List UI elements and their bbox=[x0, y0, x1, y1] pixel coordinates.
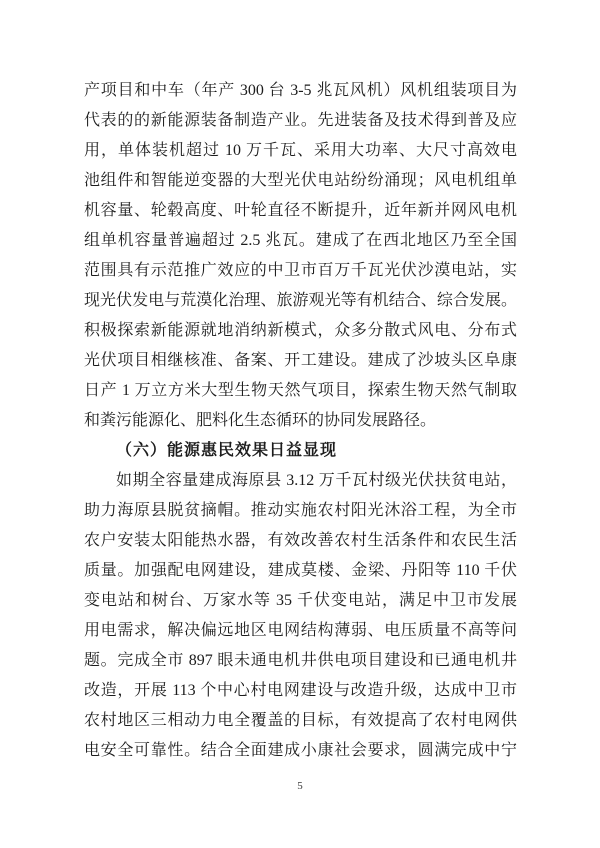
text-line: 日产 1 万立方米大型生物天然气项目，探索生物天然气制取 bbox=[84, 382, 517, 399]
text-line: 助力海原县脱贫摘帽。推动实施农村阳光沐浴工程，为全市 bbox=[84, 502, 517, 519]
text-line: 电安全可靠性。结合全面建成小康社会要求，圆满完成中宁 bbox=[84, 742, 517, 759]
page-body-text bbox=[84, 76, 517, 766]
text-line: 机容量、轮毂高度、叶轮直径不断提升，近年新并网风电机 bbox=[84, 202, 517, 219]
text-line: 改造，开展 113 个中心村电网建设与改造升级，达成中卫市 bbox=[84, 682, 517, 699]
text-line: 池组件和智能逆变器的大型光伏电站纷纷涌现；风电机组单 bbox=[84, 172, 517, 189]
text-line: 变电站和树台、万家水等 35 千伏变电站，满足中卫市发展 bbox=[84, 592, 517, 609]
text-line: 现光伏发电与荒漠化治理、旅游观光等有机结合、综合发展。 bbox=[84, 292, 517, 309]
text-line: 用，单体装机超过 10 万千瓦、采用大功率、大尺寸高效电 bbox=[84, 142, 517, 159]
text-line: 光伏项目相继核准、备案、开工建设。建成了沙坡头区阜康 bbox=[84, 352, 517, 369]
text-line: 用电需求，解决偏远地区电网结构薄弱、电压质量不高等问 bbox=[84, 622, 517, 639]
text-line: 农村地区三相动力电全覆盖的目标，有效提高了农村电网供 bbox=[84, 712, 517, 729]
page-number: 5 bbox=[297, 780, 303, 792]
text-line: 范围具有示范推广效应的中卫市百万千瓦光伏沙漠电站，实 bbox=[84, 262, 517, 279]
section-heading: （六）能源惠民效果日益显现 bbox=[116, 442, 338, 459]
text-line: 题。完成全市 897 眼未通电机井供电项目建设和已通电机井 bbox=[84, 652, 517, 669]
text-line: 组单机容量普遍超过 2.5 兆瓦。建成了在西北地区乃至全国 bbox=[84, 232, 517, 249]
text-line: 产项目和中车（年产 300 台 3-5 兆瓦风机）风机组装项目为 bbox=[84, 82, 517, 99]
text-line: 和粪污能源化、肥料化生态循环的协同发展路径。 bbox=[84, 412, 437, 429]
text-line: 质量。加强配电网建设，建成莫楼、金梁、丹阳等 110 千伏 bbox=[84, 562, 517, 579]
text-line: 农户安装太阳能热水器，有效改善农村生活条件和农民生活 bbox=[84, 532, 517, 549]
text-line: 如期全容量建成海原县 3.12 万千瓦村级光伏扶贫电站， bbox=[116, 472, 517, 489]
text-line: 积极探索新能源就地消纳新模式，众多分散式风电、分布式 bbox=[84, 322, 517, 339]
text-line: 代表的的新能源装备制造产业。先进装备及技术得到普及应 bbox=[84, 112, 517, 129]
